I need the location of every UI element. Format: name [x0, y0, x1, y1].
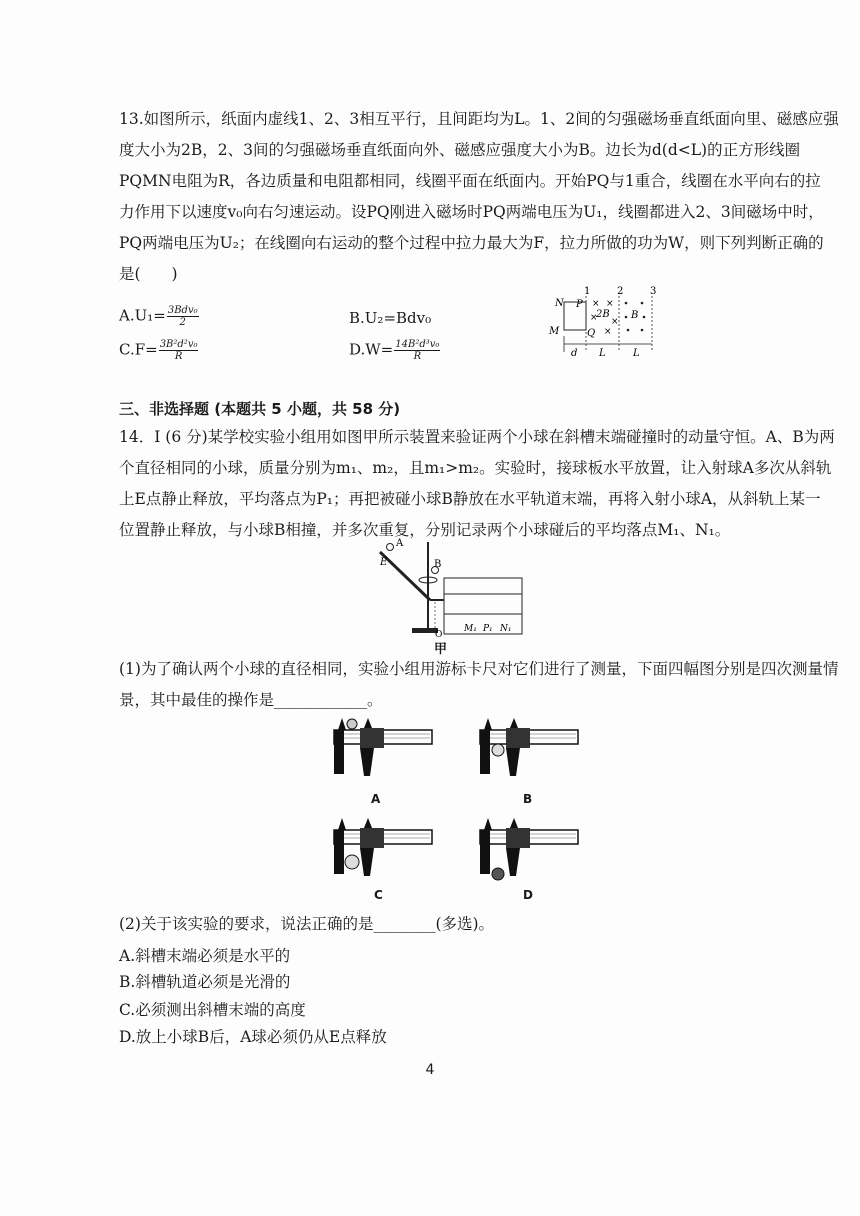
q14-line: 上E点静止释放，平均落点为P₁；再把被碰小球B静放在水平轨道末端，再将入射小球A，从斜轨上某一: [119, 490, 821, 508]
option-a: [119, 305, 199, 328]
caliper-ball: [345, 855, 359, 869]
caliper-ball: [492, 868, 504, 880]
corner-label-p: P: [576, 299, 583, 310]
q14-line: 14．Ⅰ (6 分)某学校实验小组用如图甲所示装置来验证两个小球在斜槽末端碰撞时的动量守恒。A、B为两: [119, 428, 835, 446]
caliper-label-b: B: [523, 792, 533, 806]
apparatus-caption: 甲: [434, 642, 448, 657]
caliper-label-c: C: [374, 888, 383, 902]
part-1-line: (1)为了确认两个小球的直径相同，实验小组用游标卡尺对它们进行了测量，下面四幅图分别是四次测量情: [119, 660, 839, 678]
caliper-slider: [360, 828, 384, 848]
option-c-fraction: [159, 339, 199, 362]
option-c-denominator: R: [174, 351, 183, 362]
caliper-label-d: D: [523, 888, 533, 902]
field-cross-mark: ×: [606, 299, 614, 309]
dimension-label-l1: L: [599, 348, 606, 359]
q13-line: PQMN电阻为R，各边质量和电阻都相同，线圈平面在纸面内。开始PQ与1重合，线圈在水平向右的拉: [119, 172, 821, 190]
caliper-ball: [347, 719, 357, 729]
label-a: A: [396, 538, 404, 549]
option-a-numerator: 3Bdv₀: [167, 305, 198, 316]
option-d: [349, 339, 440, 362]
dimension-label-l2: L: [633, 348, 640, 359]
option-d-prefix: D.W=: [349, 340, 394, 359]
option-c-prefix: C.F=: [119, 340, 158, 359]
option-a-fraction: [167, 305, 199, 328]
option-a-denominator: 2: [179, 317, 186, 328]
corner-label-m: M: [549, 326, 560, 337]
q14-line: 个直径相同的小球，质量分别为m₁、m₂，且m₁>m₂。实验时，接球板水平放置，让入射球A多次从斜轨: [119, 459, 832, 477]
field-dot-mark: [625, 302, 628, 305]
caliper-fixed-jaw: [480, 730, 490, 774]
caliper-moving-jaw: [360, 748, 374, 776]
caliper-fixed-jaw: [334, 830, 344, 874]
magnetic-field-figure: [544, 284, 664, 362]
field-dot-mark: [641, 329, 644, 332]
caliper-c: [330, 816, 436, 882]
caliper-slider: [360, 728, 384, 748]
caliper-fixed-jaw: [480, 830, 490, 874]
page-number: 4: [425, 1062, 435, 1078]
part-1-line: 景，其中最佳的操作是____________。: [119, 691, 383, 709]
question-14-text: [119, 422, 835, 546]
caliper-moving-jaw: [506, 848, 520, 876]
dimension-label-d: d: [571, 348, 578, 359]
field-cross-mark: ×: [611, 317, 619, 327]
option-a-prefix: A.U₁=: [119, 306, 166, 325]
field-cross-mark: ×: [604, 327, 612, 337]
caliper-ball: [492, 744, 504, 756]
caliper-moving-jaw: [360, 848, 374, 876]
part-2-choice-d: D.放上小球B后，A球必须仍从E点释放: [119, 1028, 387, 1046]
apparatus-figure: [372, 538, 532, 640]
option-c-numerator: 3B²d²v₀: [159, 339, 198, 350]
slope-track: [380, 552, 430, 600]
label-p1: P₁: [483, 624, 493, 634]
field-dot-mark: [627, 329, 630, 332]
option-d-denominator: R: [413, 351, 422, 362]
question-13-text: [119, 104, 839, 290]
option-d-numerator: 14B²d³v₀: [395, 339, 440, 350]
option-d-fraction: [394, 339, 440, 362]
section-title: 三、非选择题 (本题共 5 小题，共 58 分): [119, 400, 401, 418]
caliper-slider: [506, 728, 530, 748]
field-dot-mark: [641, 302, 644, 305]
caliper-a: [330, 716, 436, 782]
caliper-moving-jaw: [506, 748, 520, 776]
part-2-choice-a: A.斜槽末端必须是水平的: [119, 947, 291, 965]
corner-label-n: N: [555, 298, 564, 309]
label-b: B: [434, 559, 442, 570]
option-c: [119, 339, 198, 362]
option-b: B.U₂=Bdv₀: [349, 309, 432, 327]
q13-line: PQ两端电压为U₂；在线圈向右运动的整个过程中拉力最大为F，拉力所做的功为W，则下列判断正确的: [119, 234, 824, 252]
q13-line: 是( ): [119, 265, 178, 283]
field-label-b: B: [631, 310, 639, 321]
caliper-label-a: A: [371, 792, 381, 806]
q13-line: 力作用下以速度v₀向右匀速运动。设PQ刚进入磁场时PQ两端电压为U₁，线圈都进入2、3间磁场中时，: [119, 203, 824, 221]
part-2-choice-c: C.必须测出斜槽末端的高度: [119, 1001, 306, 1019]
caliper-d: [476, 816, 582, 882]
q13-line: 13.如图所示，纸面内虚线1、2、3相互平行，且间距均为L。1、2间的匀强磁场垂直纸面向里、磁感应强: [119, 110, 839, 128]
field-label-2b: 2B: [596, 309, 610, 320]
line-label-2: 2: [617, 286, 624, 297]
ball-a: [387, 544, 394, 551]
part-1-text: [119, 654, 839, 716]
caliper-fixed-jaw: [334, 730, 344, 774]
label-e: E: [380, 557, 388, 568]
line-label-3: 3: [650, 286, 657, 297]
field-dot-mark: [625, 316, 628, 319]
caliper-b: [476, 716, 582, 782]
q14-line: 位置静止释放，与小球B相撞，并多次重复，分别记录两个小球碰后的平均落点M₁、N₁。: [119, 521, 731, 539]
part-2-question: (2)关于该实验的要求，说法正确的是________(多选)。: [119, 915, 495, 933]
corner-label-q: Q: [587, 328, 596, 339]
label-n1: N₁: [500, 624, 512, 634]
part-2-choice-b: B.斜槽轨道必须是光滑的: [119, 973, 291, 991]
label-m1: M₁: [464, 624, 477, 634]
field-cross-mark: ×: [592, 299, 600, 309]
caliper-slider: [506, 828, 530, 848]
field-dot-mark: [643, 316, 646, 319]
field-cross-mark: ×: [590, 313, 598, 323]
line-label-1: 1: [584, 286, 591, 297]
q13-line: 度大小为2B，2、3间的匀强磁场垂直纸面向外、磁感应强度大小为B。边长为d(d<L)的正方形线圈: [119, 141, 801, 159]
label-o: O: [435, 630, 443, 640]
